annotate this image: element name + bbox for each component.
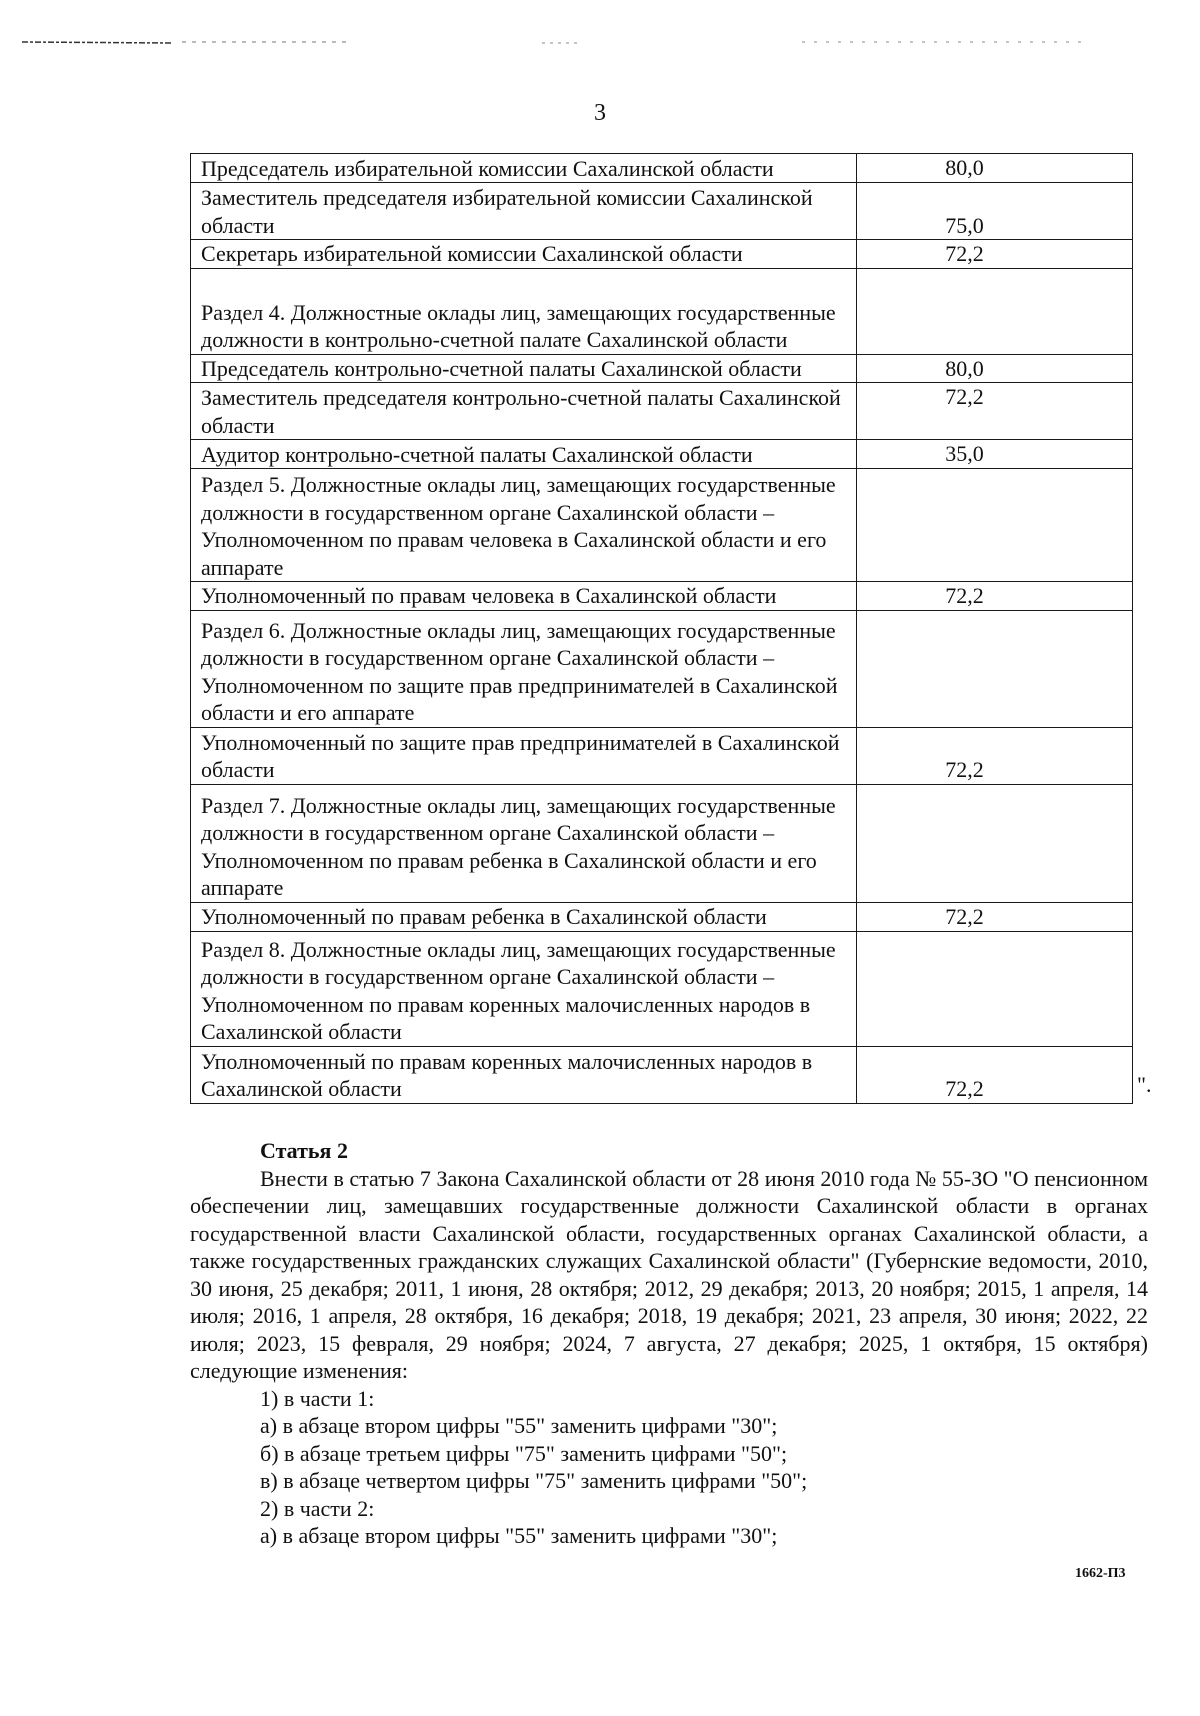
- section-heading: Раздел 8. Должностные оклады лиц, замещающих государственные должности в государственном органе Сахалинской области – Уполномоченном по правам коренных малочисленных народов в Сахалинской области: [191, 931, 857, 1046]
- salary-value: 80,0: [857, 154, 1133, 183]
- salary-value: 72,2: [857, 727, 1133, 784]
- amendment-item: а) в абзаце втором цифры "55" заменить цифрами "30";: [260, 1413, 778, 1438]
- table-row: [191, 902, 1133, 931]
- table-row: [191, 1046, 1133, 1103]
- position-label: Председатель избирательной комиссии Сахалинской области: [191, 154, 857, 183]
- scan-header-artifact: [22, 38, 1082, 48]
- amendment-item: б) в абзаце третьем цифры "75" заменить цифрами "50";: [260, 1440, 788, 1466]
- position-label: Заместитель председателя контрольно-счетной палаты Сахалинской области: [191, 383, 857, 440]
- salary-value: [857, 469, 1133, 582]
- table-row: [191, 727, 1133, 784]
- table-row: [191, 440, 1133, 469]
- salary-value: 75,0: [857, 183, 1133, 240]
- section-heading-row: [191, 931, 1133, 1046]
- table-row: [191, 154, 1133, 183]
- section-heading-row: [191, 784, 1133, 902]
- table-row: [191, 240, 1133, 269]
- salary-value: 80,0: [857, 354, 1133, 383]
- salary-value: [857, 268, 1133, 354]
- amendment-item: 2) в части 2:: [260, 1495, 375, 1521]
- table-row: [191, 183, 1133, 240]
- article-body: Внести в статью 7 Закона Сахалинской области от 28 июня 2010 года № 55-ЗО "О пенсионном обеспечении лиц, замещавших государственные должности Сахалинской области в органах государственной власти Сахалинской области, государственных органах Сахалинской области, а также государственных гражданских служащих Сахалинской области" (Губернские ведомости, 2010, 30 июня, 25 декабря; 2011, 1 июня, 28 октября; 2012, 29 декабря; 2013, 20 ноября; 2015, 1 апреля, 14 июля; 2016, 1 апреля, 28 октября, 16 декабря; 2018, 19 декабря; 2021, 23 апреля, 30 июня; 2022, 22 июля; 2023, 15 февраля, 29 ноября; 2024, 7 августа, 27 декабря; 2025, 1 октября, 15 октября) следующие изменения:: [190, 1165, 1148, 1383]
- section-heading-row: [191, 610, 1133, 727]
- position-label: Уполномоченный по правам коренных малочисленных народов в Сахалинской области: [191, 1046, 857, 1103]
- salary-value: 72,2: [857, 582, 1133, 611]
- amendment-item: 1) в части 1:: [260, 1385, 375, 1411]
- salary-value: 35,0: [857, 440, 1133, 469]
- position-label: Уполномоченный по защите прав предпринимателей в Сахалинской области: [191, 727, 857, 784]
- position-label: Секретарь избирательной комиссии Сахалинской области: [191, 240, 857, 269]
- section-heading-row: [191, 268, 1133, 354]
- salary-value: [857, 784, 1133, 902]
- article-title: Статья 2: [260, 1138, 348, 1163]
- amendment-item: в) в абзаце четвертом цифры "75" заменить цифрами "50";: [260, 1468, 808, 1493]
- position-label: Уполномоченный по правам ребенка в Сахалинской области: [191, 902, 857, 931]
- position-label: Аудитор контрольно-счетной палаты Сахалинской области: [191, 440, 857, 469]
- position-label: Уполномоченный по правам человека в Сахалинской области: [191, 582, 857, 611]
- salary-table: [190, 153, 1133, 1104]
- section-heading: Раздел 6. Должностные оклады лиц, замещающих государственные должности в государственном органе Сахалинской области – Уполномоченном по защите прав предпринимателей в Сахалинской области и его аппарате: [191, 610, 857, 727]
- table-row: [191, 582, 1133, 611]
- section-heading: Раздел 7. Должностные оклады лиц, замещающих государственные должности в государственном органе Сахалинской области – Уполномоченном по правам ребенка в Сахалинской области и его аппарате: [191, 784, 857, 902]
- document-code: 1662-П3: [1075, 1566, 1126, 1581]
- position-label: Заместитель председателя избирательной комиссии Сахалинской области: [191, 183, 857, 240]
- salary-value: [857, 610, 1133, 727]
- salary-value: 72,2: [857, 1046, 1133, 1103]
- salary-value: [857, 931, 1133, 1046]
- article-2: [190, 1137, 1148, 1550]
- table-row: [191, 354, 1133, 383]
- section-heading-row: [191, 469, 1133, 582]
- salary-value: 72,2: [857, 383, 1133, 440]
- salary-value: 72,2: [857, 902, 1133, 931]
- salary-value: 72,2: [857, 240, 1133, 269]
- amendment-item: а) в абзаце втором цифры "55" заменить цифрами "30";: [260, 1523, 778, 1548]
- table-row: [191, 383, 1133, 440]
- closing-quote: ".: [1137, 1072, 1152, 1097]
- section-heading: Раздел 5. Должностные оклады лиц, замещающих государственные должности в государственном органе Сахалинской области – Уполномоченном по правам человека в Сахалинской области и его аппарате: [191, 469, 857, 582]
- position-label: Председатель контрольно-счетной палаты Сахалинской области: [191, 354, 857, 383]
- section-heading: Раздел 4. Должностные оклады лиц, замещающих государственные должности в контрольно-счетной палате Сахалинской области: [191, 268, 857, 354]
- page-number: 3: [594, 100, 606, 126]
